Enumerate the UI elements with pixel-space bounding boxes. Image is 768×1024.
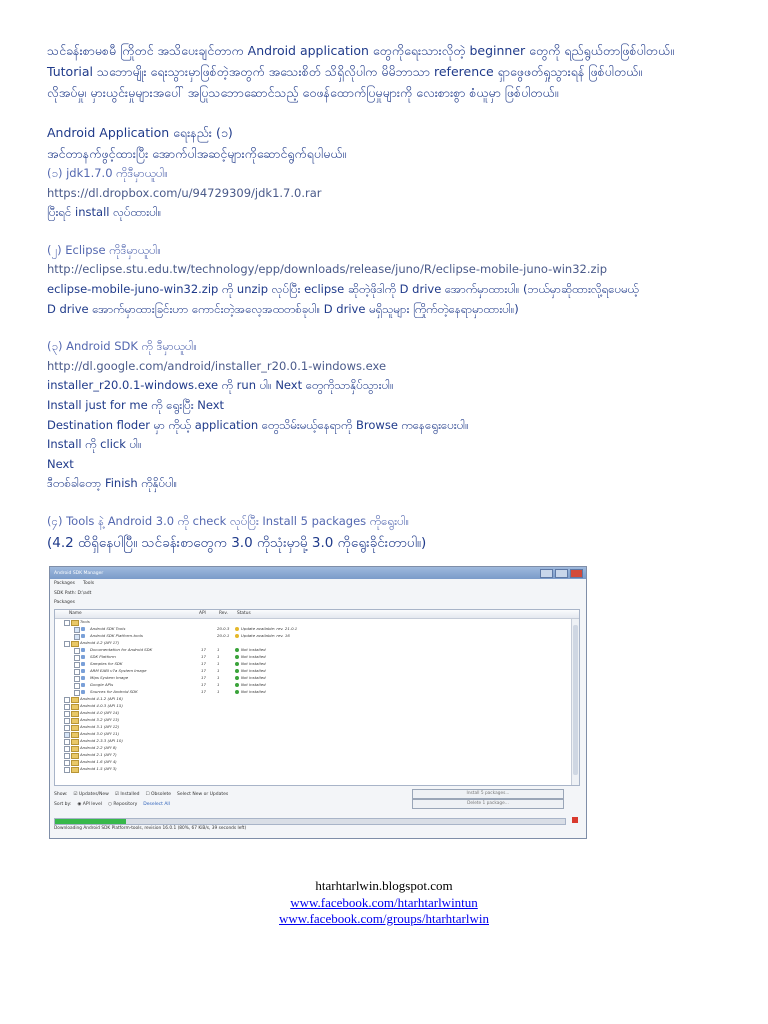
package-api: 17 — [201, 661, 206, 666]
packages-table — [54, 609, 580, 786]
package-name: Android SDK Platform-tools — [90, 633, 143, 638]
package-status: Update available: rev. 21.0.1 — [241, 626, 298, 631]
package-row[interactable] — [55, 731, 579, 738]
package-name: Google APIs — [90, 682, 114, 687]
intro-line-1: သင်ခန်းစာမစမီ ကြိုတင် အသိပေးချင်တာက Android application တွေကိုရေးသားလိုတဲ့ beginner တွေကို ရည်ရွယ်တာဖြစ်ပါတယ်။ — [47, 43, 674, 58]
package-row[interactable] — [55, 619, 579, 626]
package-name: Android 3.0 (API 11) — [80, 731, 120, 736]
package-status: Not installed — [241, 675, 266, 680]
package-row[interactable] — [55, 710, 579, 717]
col-name[interactable]: Name — [69, 611, 82, 616]
obsolete-label: Obsolete — [150, 791, 172, 797]
package-name: SDK Platform — [90, 654, 116, 659]
package-rev: 20.0.1 — [217, 633, 230, 638]
sdk-path: SDK Path: D:\adt — [54, 590, 92, 596]
package-icon — [81, 648, 85, 652]
package-name: Mips System Image — [90, 675, 129, 680]
col-status[interactable]: Status — [237, 611, 251, 616]
tutorial-document — [47, 40, 747, 554]
update-available-icon — [235, 634, 239, 638]
package-icon — [81, 676, 85, 680]
package-name: Android 1.6 (API 4) — [80, 759, 117, 764]
package-name: Documentation for Android SDK — [90, 647, 153, 652]
step-2 — [47, 241, 747, 319]
delete-package-button[interactable]: Delete 1 package... — [412, 799, 564, 809]
package-row[interactable] — [55, 766, 579, 773]
packages-table-body — [55, 619, 579, 773]
package-checkbox[interactable] — [64, 767, 70, 773]
not-installed-icon — [235, 648, 239, 652]
download-progress-bar — [54, 818, 566, 825]
package-name: Tools — [80, 619, 90, 624]
sdk-menu-bar — [50, 579, 586, 588]
package-status: Update available: rev. 16 — [241, 633, 290, 638]
sdk-bottom-controls — [54, 789, 578, 809]
package-status: Not installed — [241, 661, 266, 666]
col-api[interactable]: API — [199, 611, 206, 616]
footer — [0, 878, 768, 928]
package-name: Sources for Android SDK — [90, 689, 138, 694]
api-level-radio[interactable]: ◉ API level — [77, 801, 102, 807]
updates-new-label: Updates/New — [78, 791, 109, 797]
package-row[interactable] — [55, 675, 579, 682]
menu-tools[interactable]: Tools — [83, 581, 95, 586]
not-installed-icon — [235, 676, 239, 680]
package-icon — [81, 634, 85, 638]
not-installed-icon — [235, 662, 239, 666]
package-row[interactable] — [55, 703, 579, 710]
not-installed-icon — [235, 655, 239, 659]
package-row[interactable] — [55, 668, 579, 675]
package-status: Not installed — [241, 689, 266, 694]
package-row[interactable] — [55, 640, 579, 647]
table-scrollbar[interactable] — [571, 619, 579, 785]
updates-new-checkbox[interactable]: ☑ Updates/New — [73, 791, 109, 797]
package-row[interactable] — [55, 689, 579, 696]
package-row[interactable] — [55, 738, 579, 745]
package-api: 17 — [201, 675, 206, 680]
blog-address: htarhtarlwin.blogspot.com — [315, 878, 453, 893]
package-name: Android 3.1 (API 12) — [80, 724, 120, 729]
package-status: Not installed — [241, 682, 266, 687]
repository-radio[interactable]: ○ Repository — [108, 801, 138, 807]
step-3-line-2: Install just for me ကို ရွေးပြီး Next — [47, 397, 225, 412]
package-status: Not installed — [241, 668, 266, 673]
package-name: Android SDK Tools — [90, 626, 126, 631]
packages-label: Packages — [54, 600, 75, 605]
step-4-note: (4.2 ထိရှိနေပါပြီ။ သင်ခန်းစာတွေက 3.0 ကိုသုံးမှာမို့ 3.0 ကိုရွေးခိုင်းတာပါ။) — [47, 534, 427, 551]
installed-label: Installed — [120, 791, 140, 797]
package-icon — [81, 683, 85, 687]
step-4-title: (၄) Tools နဲ့ Android 3.0 ကို check လုပ်ပြီး Install 5 packages ကိုရွေးပါ။ — [47, 513, 410, 528]
sdk-manager-screenshot — [49, 566, 587, 839]
step-3-line-4: Install ကို click ပါ။ — [47, 437, 142, 452]
package-api: 17 — [201, 689, 206, 694]
package-name: Android 4.1.2 (API 16) — [80, 696, 123, 701]
progress-fill — [55, 819, 126, 824]
lesson-title: Android Application ရေးနည်း (၁) — [47, 125, 233, 140]
package-icon — [81, 669, 85, 673]
package-row[interactable] — [55, 752, 579, 759]
step-3-title: (၃) Android SDK ကို ဒီမှာယူပါ။ — [47, 339, 197, 354]
package-name: Android 2.2 (API 8) — [80, 745, 117, 750]
show-label: Show: — [54, 791, 68, 797]
package-row[interactable] — [55, 661, 579, 668]
package-name: Samples for SDK — [90, 661, 123, 666]
facebook-page-link[interactable]: www.facebook.com/htarhtarlwintun — [290, 894, 478, 910]
lesson-heading — [47, 122, 747, 164]
package-rev: 1 — [217, 668, 220, 673]
package-row[interactable] — [55, 647, 579, 654]
package-name: Android 4.0.3 (API 15) — [80, 703, 123, 708]
step-3-line-6: ဒီတစ်ခါတော့ Finish ကိုနှိပ်ပါ။ — [47, 476, 178, 491]
package-name: ARM EABI v7a System Image — [90, 668, 147, 673]
maximize-icon[interactable] — [555, 569, 568, 578]
package-row[interactable] — [55, 724, 579, 731]
not-installed-icon — [235, 690, 239, 694]
package-row[interactable] — [55, 717, 579, 724]
step-1-note: ပြီးရင် install လုပ်ထားပါ။ — [47, 205, 162, 220]
package-row[interactable] — [55, 654, 579, 661]
install-packages-button[interactable]: Install 5 packages... — [412, 789, 564, 799]
intro-line-3: လိုအပ်မှု၊ မှားယွင်းမှုများအပေါ် အပြုသဘောဆောင်သည့် ဝေဖန်ထောက်ပြမှုများကို လေးစားစွာ စံယူမှာ ဖြစ်ပါတယ်။ — [47, 85, 559, 100]
packages-table-header — [55, 610, 579, 619]
package-icon — [81, 655, 85, 659]
package-name: Android 1.5 (API 3) — [80, 766, 117, 771]
package-status: Not installed — [241, 654, 266, 659]
sort-label: Sort by: — [54, 801, 72, 807]
intro-line-2: Tutorial သဘောမျိုး ရေးသွားမှာဖြစ်တဲ့အတွက် အသေးစိတ် သိရှိလိုပါက မိမိဘာသာ reference ရှာဖွေဖတ်ရှုသွားရန် ဖြစ်ပါတယ်။ — [47, 64, 643, 79]
select-new-updates-link[interactable]: Select New or Updates — [177, 791, 229, 797]
api-level-label: API level — [82, 801, 102, 807]
update-available-icon — [235, 627, 239, 631]
close-icon[interactable] — [570, 569, 583, 578]
package-row[interactable] — [55, 626, 579, 633]
package-rev: 1 — [217, 682, 220, 687]
package-api: 17 — [201, 682, 206, 687]
package-api: 17 — [201, 647, 206, 652]
deselect-all-link[interactable]: Deselect All — [143, 801, 170, 807]
package-name: Android 2.1 (API 7) — [80, 752, 117, 757]
package-name: Android 4.2 (API 17) — [80, 640, 120, 645]
step-1 — [47, 164, 747, 223]
step-1-title: (၁) jdk1.7.0 ကိုဒီမှာယူပါ။ — [47, 166, 168, 180]
package-row[interactable] — [55, 759, 579, 766]
menu-packages[interactable]: Packages — [54, 581, 75, 586]
step-4 — [47, 512, 747, 554]
col-rev[interactable]: Rev. — [219, 611, 229, 616]
package-name: Android 2.3.3 (API 10) — [80, 738, 123, 743]
not-installed-icon — [235, 683, 239, 687]
package-icon — [81, 690, 85, 694]
folder-icon — [71, 767, 79, 773]
repository-label: Repository — [113, 801, 138, 807]
installed-checkbox[interactable]: ☑ Installed — [114, 791, 140, 797]
package-rev: 1 — [217, 661, 220, 666]
package-rev: 1 — [217, 647, 220, 652]
jdk-download-url[interactable]: https://dl.dropbox.com/u/94729309/jdk1.7.0.rar — [47, 185, 322, 200]
sdk-download-url[interactable]: http://dl.google.com/android/installer_r20.0.1-windows.exe — [47, 358, 387, 373]
not-installed-icon — [235, 669, 239, 673]
stop-download-icon[interactable] — [572, 817, 578, 823]
package-rev: 1 — [217, 654, 220, 659]
sdk-window-title: Android SDK Manager — [54, 570, 104, 576]
download-status-text: Downloading Android SDK Platform-tools, revision 16.0.1 (80%, 67 KiB/s, 39 seconds left) — [54, 826, 247, 831]
step-2-title: (၂) Eclipse ကိုဒီမှာယူပါ။ — [47, 242, 162, 257]
intro-paragraph — [47, 40, 747, 103]
package-row[interactable] — [55, 745, 579, 752]
package-rev: 1 — [217, 675, 220, 680]
package-row[interactable] — [55, 682, 579, 689]
obsolete-checkbox[interactable]: ☐ Obsolete — [145, 791, 172, 797]
package-rev: 1 — [217, 689, 220, 694]
sdk-title-bar — [50, 567, 586, 579]
step-3-line-3: Destination floder မှာ ကိုယ့် application တွေသိမ်းမယ့်နေရာကို Browse ကနေရွေးပေးပါ။ — [47, 417, 469, 432]
package-row[interactable] — [55, 633, 579, 640]
step-2-note-2: D drive အောက်မှာထားခြင်းဟာ ကောင်းတဲ့အလေ့အထတစ်ခုပါ။ D drive မရှိသူများ ကြိုက်တဲ့နေရာမှာထားပါ။) — [47, 301, 519, 316]
package-api: 17 — [201, 654, 206, 659]
package-status: Not installed — [241, 647, 266, 652]
step-2-note-1: eclipse-mobile-juno-win32.zip ကို unzip လုပ်ပြီး eclipse ဆိုတဲ့ဖိုဒါကို D drive အောက်မှာထားပါ။ (ဘယ်မှာဆိုထားလို့ရပေမယ့် — [47, 281, 639, 296]
package-icon — [81, 627, 85, 631]
step-3-line-1: installer_r20.0.1-windows.exe ကို run ပါ။ Next တွေကိုသာနှိပ်သွားပါ။ — [47, 378, 394, 393]
eclipse-download-url[interactable]: http://eclipse.stu.edu.tw/technology/epp/downloads/release/juno/R/eclipse-mobile-juno-win32.zip — [47, 262, 608, 277]
package-icon — [81, 662, 85, 666]
package-row[interactable] — [55, 696, 579, 703]
package-rev: 20.0.3 — [217, 626, 230, 631]
step-3 — [47, 337, 747, 494]
package-name: Android 3.2 (API 13) — [80, 717, 120, 722]
lesson-subtitle: အင်တာနက်ဖွင့်ထားပြီး အောက်ပါအဆင့်များကိုဆောင်ရွက်ရပါမယ်။ — [47, 146, 347, 161]
step-3-line-5: Next — [47, 456, 74, 471]
facebook-group-link[interactable]: www.facebook.com/groups/htarhtarlwin — [279, 911, 489, 926]
minimize-icon[interactable] — [540, 569, 553, 578]
package-api: 17 — [201, 668, 206, 673]
package-name: Android 4.0 (API 14) — [80, 710, 120, 715]
